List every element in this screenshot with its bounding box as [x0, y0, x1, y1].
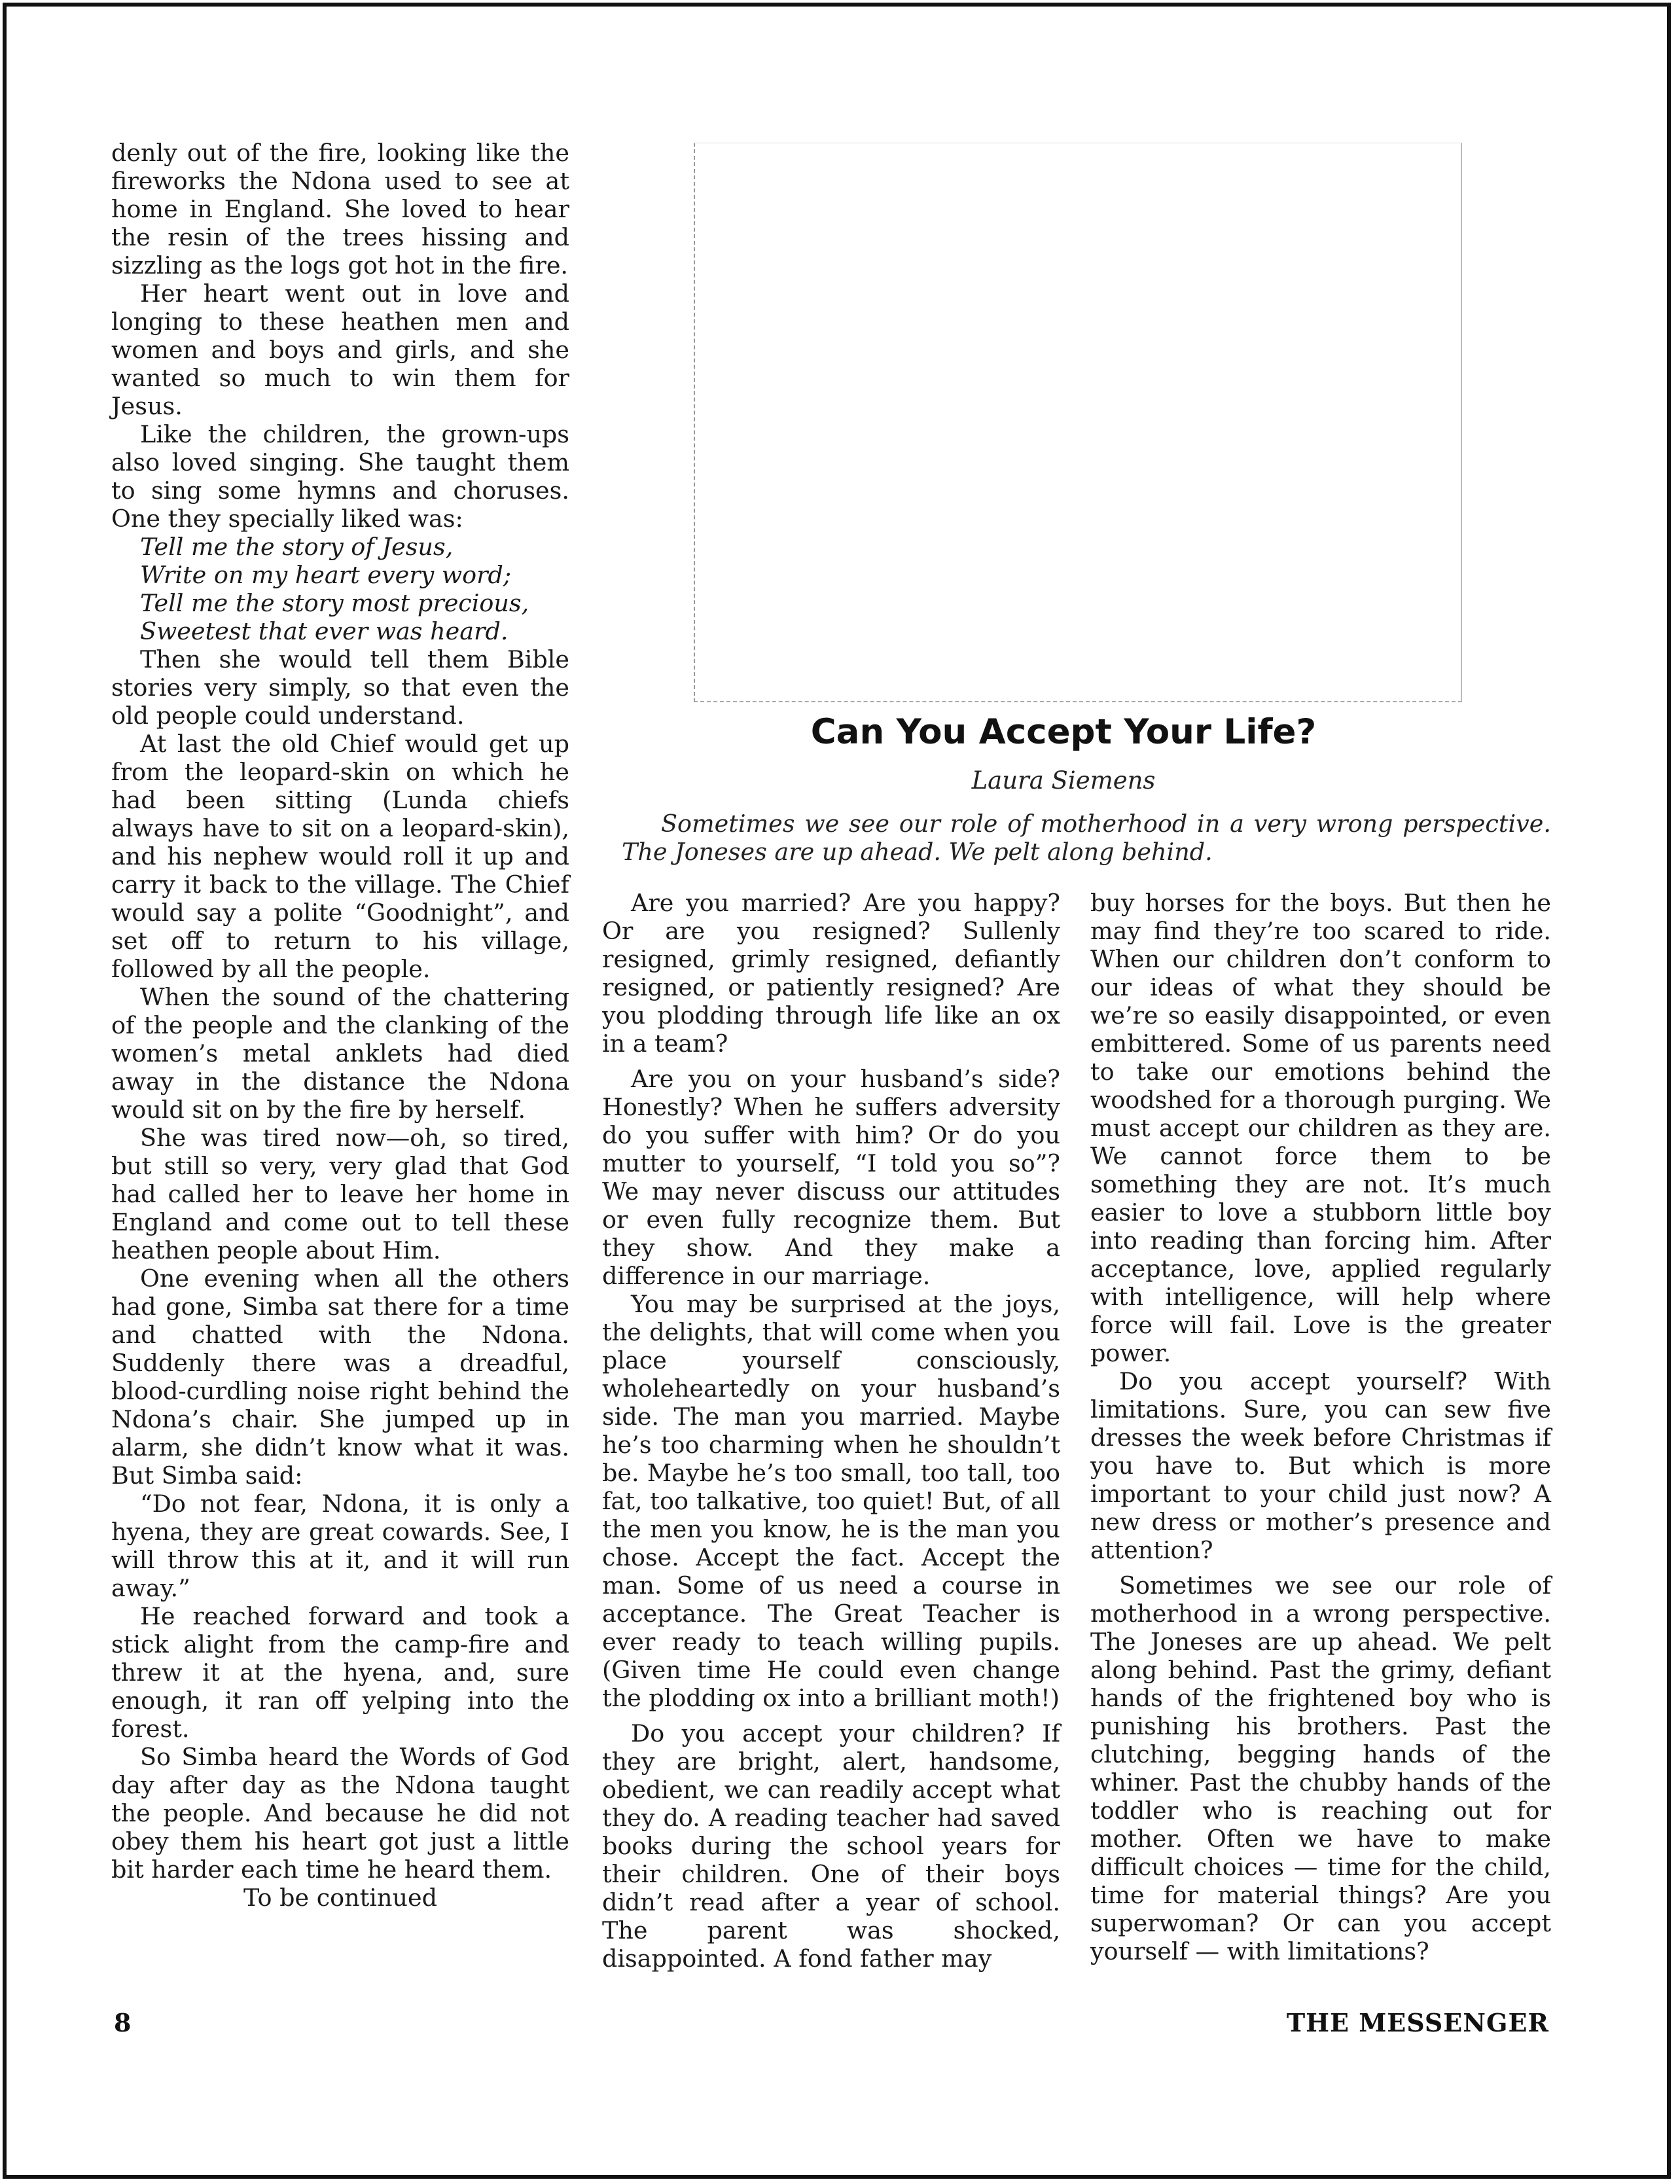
article-title: Can You Accept Your Life? [810, 712, 1317, 752]
photo-placeholder [694, 143, 1462, 702]
hymn-verse-line: Sweetest that ever was heard. [140, 617, 509, 645]
article-paragraph: buy horses for the boys. But then he may find they’re too scared to ride. When our children don’t conform to our ideas of what they should be we’re so easily disappointed, or even embittered. Some of us parents need to take our emotions behind the woodshed for a thorough purging. We must accept our children as they are. We cannot force them to be something they are not. It’s much easier to love a stubborn little boy into reading than forcing him. After acceptance, love, applied regularly with intelligence, will help where force will fail. Love is the greater power. [1090, 889, 1551, 1367]
hymn-verse-line: Write on my heart every word; [140, 561, 512, 589]
hymn-verse-line: Tell me the story most precious, [140, 589, 529, 617]
article-paragraph: Do you accept your children? If they are bright, alert, handsome, obedient, we can readily accept what they do. A reading teacher had saved books during the school years for their children. One of their boys didn’t read after a year of school. The parent was shocked, disappointed. A fond father may [602, 1719, 1060, 1973]
article-paragraph: Are you married? Are you happy? Or are you resigned? Sullenly resigned, grimly resigned, defiantly resigned, or patiently resigned? Are you plodding through life like an ox in a team? [602, 889, 1060, 1058]
article-paragraph: Are you on your husband’s side? Honestly? When he suffers adversity do you suffer with him? Or do you mutter to yourself, “I told you so”? We may never discuss our attitudes or even fully recognize them. But they show. And they make a difference in our marriage. [602, 1065, 1060, 1290]
article-column-1 [602, 889, 1060, 1973]
article-paragraph: Sometimes we see our role of motherhood in a wrong perspective. The Joneses are up ahead. We pelt along behind. Past the grimy, defiant hands of the frightened boy who is punishing his brothers. Past the clutching, begging hands of the whiner. Past the chubby hands of the toddler who is reaching out for mother. Often we have to make difficult choices — time for the child, time for material things? Are you superwoman? Or can you accept yourself — with limitations? [1090, 1571, 1551, 1965]
story-paragraph: So Simba heard the Words of God day after day as the Ndona taught the people. And because he did not obey them his heart got just a little bit harder each time he heard them. [111, 1743, 569, 1884]
story-paragraph: She was tired now—oh, so tired, but still so very, very glad that God had called her to leave her home in England and come out to tell these heathen people about Him. [111, 1124, 569, 1264]
page-number: 8 [114, 2008, 132, 2037]
magazine-name: THE MESSENGER [1286, 2008, 1549, 2037]
article-author: Laura Siemens [971, 766, 1156, 795]
story-continued-column [111, 139, 569, 1912]
article-paragraph: You may be surprised at the joys, the delights, that will come when you place yourself consciously, wholeheartedly on your husband’s side. The man you married. Maybe he’s too charming when he shouldn’t be. Maybe he’s too small, too tall, too fat, too talkative, too quiet! But, of all the men you know, he is the man you chose. Accept the fact. Accept the man. Some of us need a course in acceptance. The Great Teacher is ever ready to teach willing pupils. (Given time He could even change the plodding ox into a brilliant moth!) [602, 1290, 1060, 1712]
story-paragraph: Then she would tell them Bible stories very simply, so that even the old people could understand. [111, 645, 569, 730]
hymn-verse-line: Tell me the story of Jesus, [140, 533, 454, 561]
story-paragraph: He reached forward and took a stick alight from the camp-fire and threw it at the hyena, and, sure enough, it ran off yelping into the forest. [111, 1602, 569, 1743]
story-paragraph: At last the old Chief would get up from the leopard-skin on which he had been sitting (Lunda chiefs always have to sit on a leopard-skin), and his nephew would roll it up and carry it back to the village. The Chief would say a polite “Goodnight”, and set off to return to his village, followed by all the people. [111, 730, 569, 983]
article-paragraph: Do you accept yourself? With limitations. Sure, you can sew five dresses the week before Christmas if you have to. But which is more important to your child just now? A new dress or mother’s presence and attention? [1090, 1367, 1551, 1564]
story-paragraph: Her heart went out in love and longing to these heathen men and women and boys and girls, and she wanted so much to win them for Jesus. [111, 279, 569, 420]
story-paragraph: One evening when all the others had gone, Simba sat there for a time and chatted with the Ndona. Suddenly there was a dreadful, blood-curdling noise right behind the Ndona’s chair. She jumped up in alarm, she didn’t know what it was. But Simba said: [111, 1264, 569, 1490]
story-paragraph: denly out of the fire, looking like the fireworks the Ndona used to see at home in England. She loved to hear the resin of the trees hissing and sizzling as the logs got hot in the fire. [111, 139, 569, 279]
to-be-continued: To be continued [243, 1884, 437, 1912]
story-paragraph: When the sound of the chattering of the people and the clanking of the women’s metal anklets had died away in the distance the Ndona would sit on by the fire by herself. [111, 983, 569, 1124]
article-intro: Sometimes we see our role of motherhood in a very wrong perspective. The Joneses are up ahead. We pelt along behind. [622, 810, 1551, 866]
story-paragraph: Like the children, the grown-ups also loved singing. She taught them to sing some hymns and choruses. One they specially liked was: [111, 420, 569, 533]
article-column-2 [1090, 889, 1551, 1965]
story-paragraph: “Do not fear, Ndona, it is only a hyena, they are great cowards. See, I will throw this at it, and it will run away.” [111, 1490, 569, 1602]
